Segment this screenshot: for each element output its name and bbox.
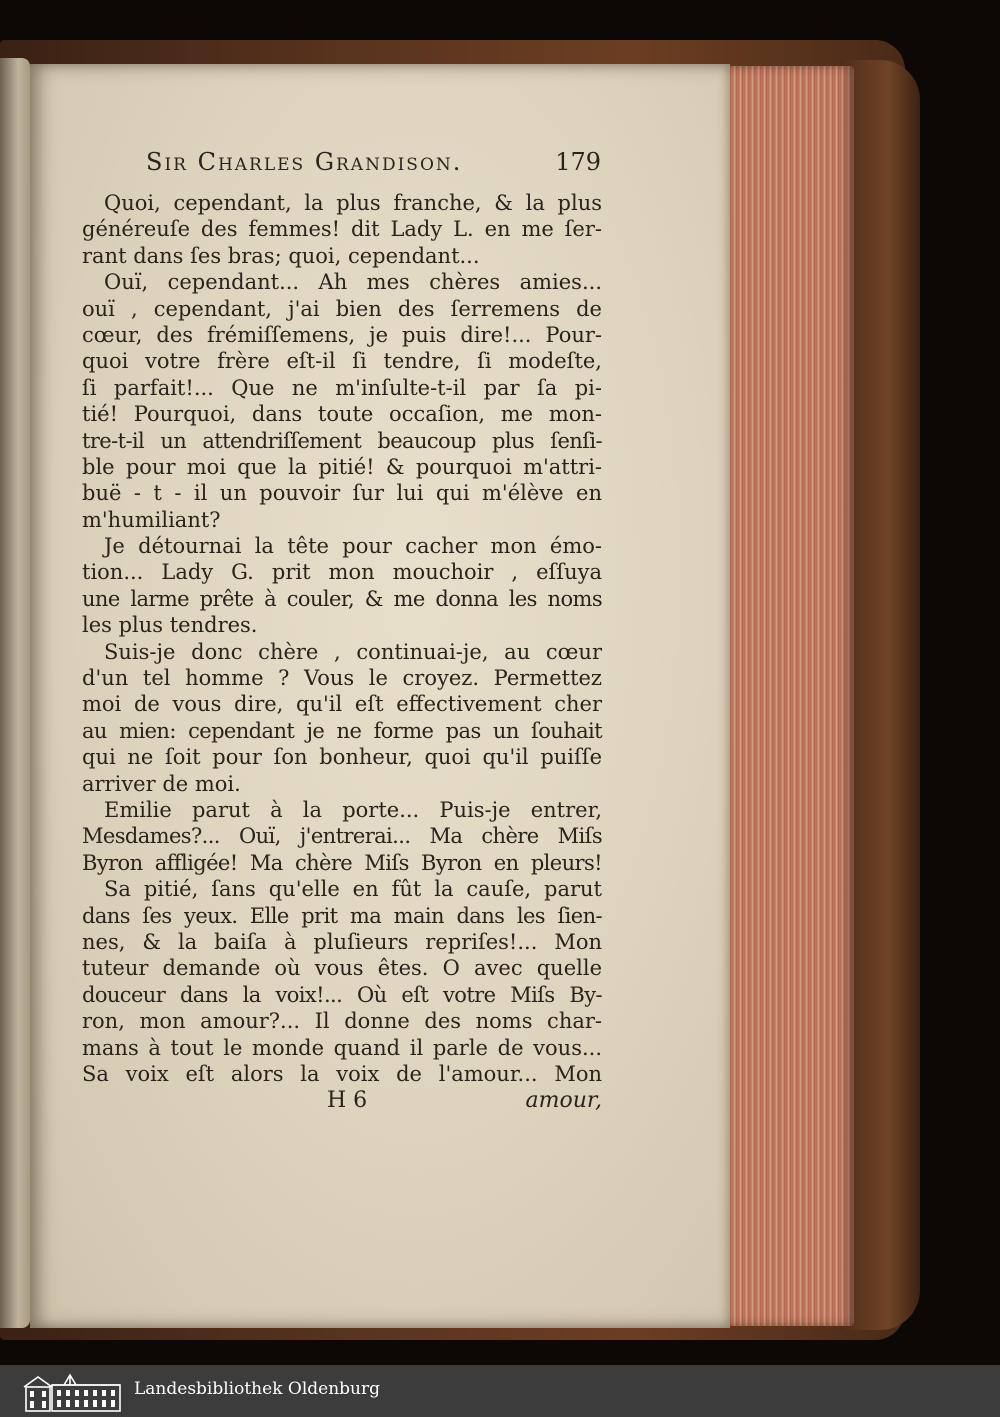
text-line: une larme prête à couler, & me donna les noms bbox=[82, 586, 602, 611]
page-footer bbox=[82, 1088, 602, 1118]
text-line: ſi parfait!... Que ne m'inſulte-t-il par ſa pi- bbox=[82, 375, 602, 400]
signature-mark: H 6 bbox=[327, 1088, 368, 1113]
text-line: ble pour moi que la pitié! & pourquoi m'attri- bbox=[82, 454, 602, 479]
text-line: généreuſe des femmes! dit Lady L. en me ſer- bbox=[82, 217, 602, 242]
text-line: Mesdames?... Ouï, j'entrerai... Ma chère Miſs bbox=[82, 824, 602, 849]
page-number: 179 bbox=[555, 148, 601, 176]
text-line: mans à tout le monde quand il parle de vous... bbox=[82, 1035, 602, 1060]
text-line: qui ne ſoit pour ſon bonheur, quoi qu'il puiſſe bbox=[82, 745, 602, 770]
text-line: tre-t-il un attendriſſement beaucoup plus ſenſi- bbox=[82, 428, 602, 453]
catchword: amour, bbox=[525, 1088, 602, 1113]
library-building-icon bbox=[22, 1369, 122, 1413]
text-line: moi de vous dire, qu'il eſt effectivement cher bbox=[82, 692, 602, 717]
text-line: tuteur demande où vous êtes. O avec quelle bbox=[82, 956, 602, 981]
text-line: cœur, des frémiſſemens, je puis dire!... Pour- bbox=[82, 322, 602, 347]
text-line: Suis-je donc chère , continuai-je, au cœur bbox=[104, 639, 602, 664]
page-block-edge bbox=[726, 66, 854, 1326]
body-text bbox=[82, 190, 602, 1087]
text-line: tié! Pourquoi, dans toute occaſion, me mon- bbox=[82, 402, 602, 427]
text-line: Byron affligée! Ma chère Miſs Byron en pleurs! bbox=[82, 850, 602, 875]
text-line: rant dans ſes bras; quoi, cependant... bbox=[82, 243, 480, 268]
text-line: Quoi, cependant, la plus franche, & la plus bbox=[104, 191, 602, 215]
text-line: nes, & la baiſa à pluſieurs repriſes!... Mon bbox=[82, 929, 602, 954]
text-line: ouï , cependant, j'ai bien des ſerremens de bbox=[82, 296, 602, 321]
facing-page-edge bbox=[0, 58, 30, 1328]
text-line: les plus tendres. bbox=[82, 613, 258, 638]
library-name: Landesbibliothek Oldenburg bbox=[134, 1379, 381, 1399]
running-title: Sir Charles Grandison. bbox=[146, 148, 463, 176]
text-line: dans ſes yeux. Elle prit ma main dans les ſien- bbox=[82, 903, 602, 928]
page-header bbox=[146, 148, 601, 182]
text-line: douceur dans la voix!... Où eſt votre Miſs By- bbox=[82, 982, 602, 1007]
text-line: Sa voix eſt alors la voix de l'amour... Mon bbox=[82, 1061, 602, 1086]
library-footer-bar bbox=[0, 1365, 1000, 1417]
text-line: au mien: cependant je ne forme pas un ſouhait bbox=[82, 718, 602, 743]
text-line: buë - t - il un pouvoir ſur lui qui m'élève en bbox=[82, 481, 602, 506]
text-line: Je détournai la tête pour cacher mon émo- bbox=[104, 534, 602, 559]
text-line: arriver de moi. bbox=[82, 771, 241, 796]
text-line: quoi votre frère eſt-il ſi tendre, ſi modeſte, bbox=[82, 349, 602, 374]
text-line: Emilie parut à la porte... Puis-je entrer, bbox=[104, 797, 602, 822]
text-line: Sa pitié, ſans qu'elle en fût la cauſe, parut bbox=[104, 877, 602, 902]
text-line: d'un tel homme ? Vous le croyez. Permettez bbox=[82, 666, 602, 691]
text-line: tion... Lady G. prit mon mouchoir , eſſuya bbox=[82, 560, 602, 585]
text-line: m'humiliant? bbox=[82, 507, 221, 532]
text-line: Ouï, cependant... Ah mes chères amies... bbox=[104, 270, 602, 295]
text-line: ron, mon amour?... Il donne des noms char- bbox=[82, 1009, 602, 1034]
